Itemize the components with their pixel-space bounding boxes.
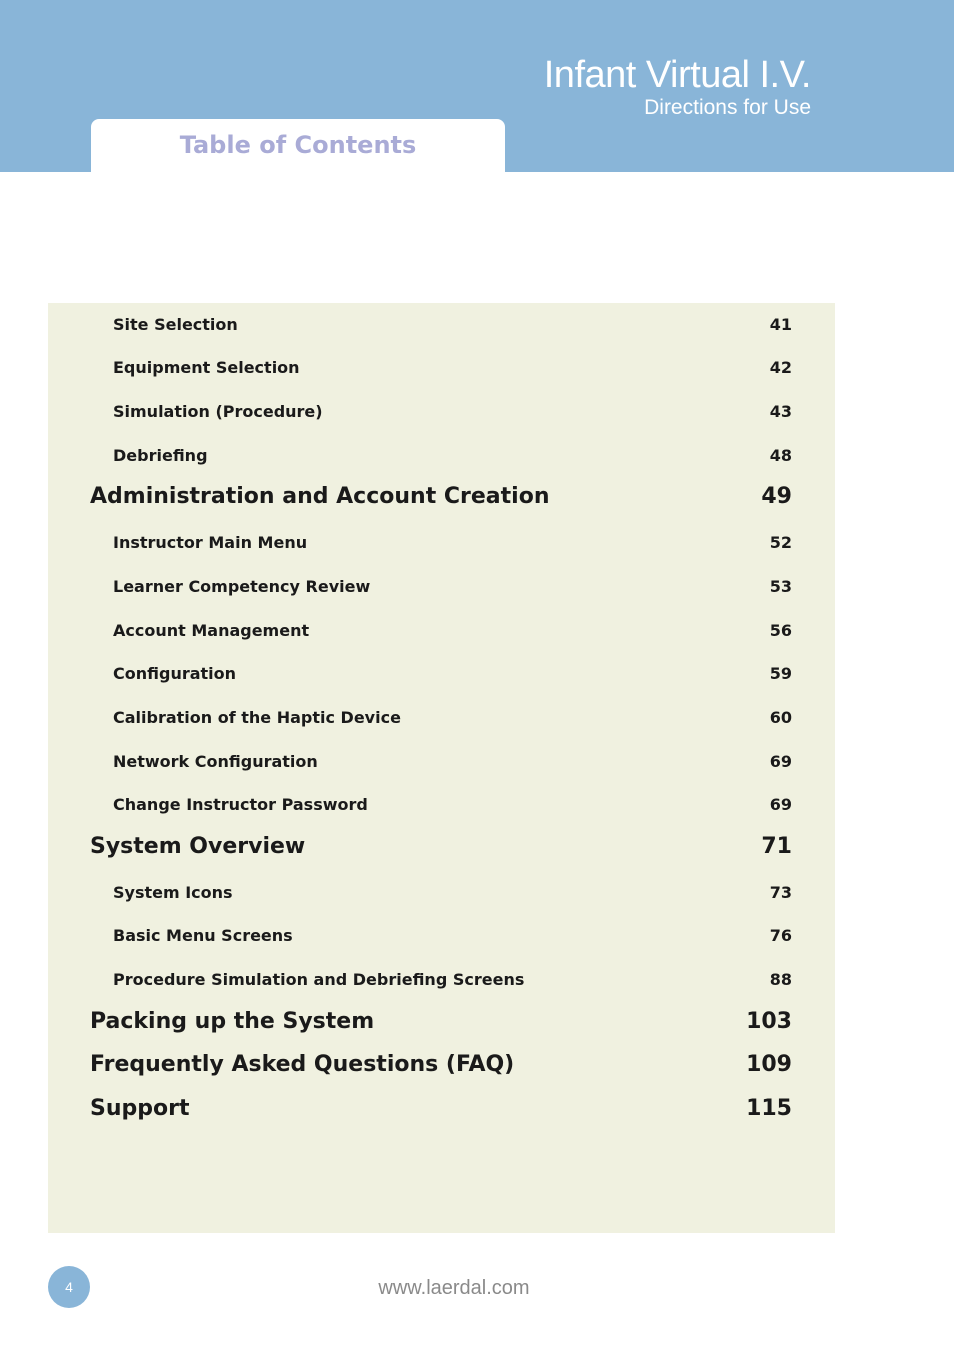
toc-entry-page: 43 (769, 402, 792, 421)
toc-entry-page: 59 (769, 664, 792, 683)
toc-entry-title: System Icons (113, 883, 233, 902)
toc-entry[interactable] (48, 664, 835, 684)
toc-section-page: 103 (746, 1009, 792, 1034)
toc-entry[interactable] (48, 883, 835, 903)
toc-entry-page: 41 (769, 315, 792, 334)
toc-section-page: 71 (761, 834, 792, 859)
toc-entry[interactable] (48, 752, 835, 772)
toc-section[interactable] (48, 1051, 835, 1079)
toc-entry-title: Simulation (Procedure) (113, 402, 323, 421)
toc-entry[interactable] (48, 533, 835, 553)
toc-entry-page: 76 (769, 926, 792, 945)
toc-section-title: Support (90, 1096, 190, 1121)
toc-entry-page: 52 (769, 533, 792, 552)
toc-entry[interactable] (48, 795, 835, 815)
toc-entry-title: Basic Menu Screens (113, 926, 293, 945)
toc-entry-page: 53 (769, 577, 792, 596)
toc-entry-title: Debriefing (113, 446, 208, 465)
toc-entry-page: 42 (769, 358, 792, 377)
toc-entry[interactable] (48, 970, 835, 990)
document-subtitle: Directions for Use (644, 96, 811, 119)
toc-entry-page: 48 (769, 446, 792, 465)
toc-entry-page: 88 (769, 970, 792, 989)
toc-section[interactable] (48, 483, 835, 511)
toc-section-title: Frequently Asked Questions (FAQ) (90, 1052, 515, 1077)
table-of-contents-tab (91, 119, 505, 173)
toc-section-title: Packing up the System (90, 1009, 375, 1034)
toc-panel (48, 303, 835, 1233)
table-of-contents-heading: Table of Contents (179, 131, 417, 159)
header-band (0, 0, 954, 172)
toc-entry-page: 73 (769, 883, 792, 902)
toc-entry[interactable] (48, 315, 835, 335)
toc-entry-page: 56 (769, 621, 792, 640)
toc-entry-title: Learner Competency Review (113, 577, 371, 596)
toc-entry-title: Site Selection (113, 315, 238, 334)
toc-entry-title: Procedure Simulation and Debriefing Screens (113, 970, 525, 989)
toc-section[interactable] (48, 1095, 835, 1123)
toc-entry-page: 60 (769, 708, 792, 727)
page-number: 4 (48, 1266, 90, 1308)
toc-entry-page: 69 (769, 752, 792, 771)
toc-entry[interactable] (48, 577, 835, 597)
toc-entry[interactable] (48, 446, 835, 466)
toc-entry-title: Configuration (113, 664, 237, 683)
toc-entry-title: Network Configuration (113, 752, 318, 771)
document-title: Infant Virtual I.V. (543, 54, 811, 96)
toc-entry-title: Instructor Main Menu (113, 533, 308, 552)
toc-entry[interactable] (48, 402, 835, 422)
toc-entry-title: Calibration of the Haptic Device (113, 708, 401, 727)
toc-entry-title: Equipment Selection (113, 358, 300, 377)
toc-section-page: 109 (746, 1052, 792, 1077)
toc-entry-page: 69 (769, 795, 792, 814)
toc-entry[interactable] (48, 708, 835, 728)
toc-section-title: System Overview (90, 834, 306, 859)
toc-entry-title: Account Management (113, 621, 310, 640)
toc-section-title: Administration and Account Creation (90, 484, 550, 509)
toc-entry[interactable] (48, 621, 835, 641)
toc-section-page: 115 (746, 1096, 792, 1121)
toc-entry[interactable] (48, 926, 835, 946)
toc-section[interactable] (48, 833, 835, 861)
toc-entry-title: Change Instructor Password (113, 795, 368, 814)
footer-url[interactable]: www.laerdal.com (378, 1277, 530, 1299)
toc-section[interactable] (48, 1008, 835, 1036)
toc-entry[interactable] (48, 358, 835, 378)
toc-section-page: 49 (761, 484, 792, 509)
